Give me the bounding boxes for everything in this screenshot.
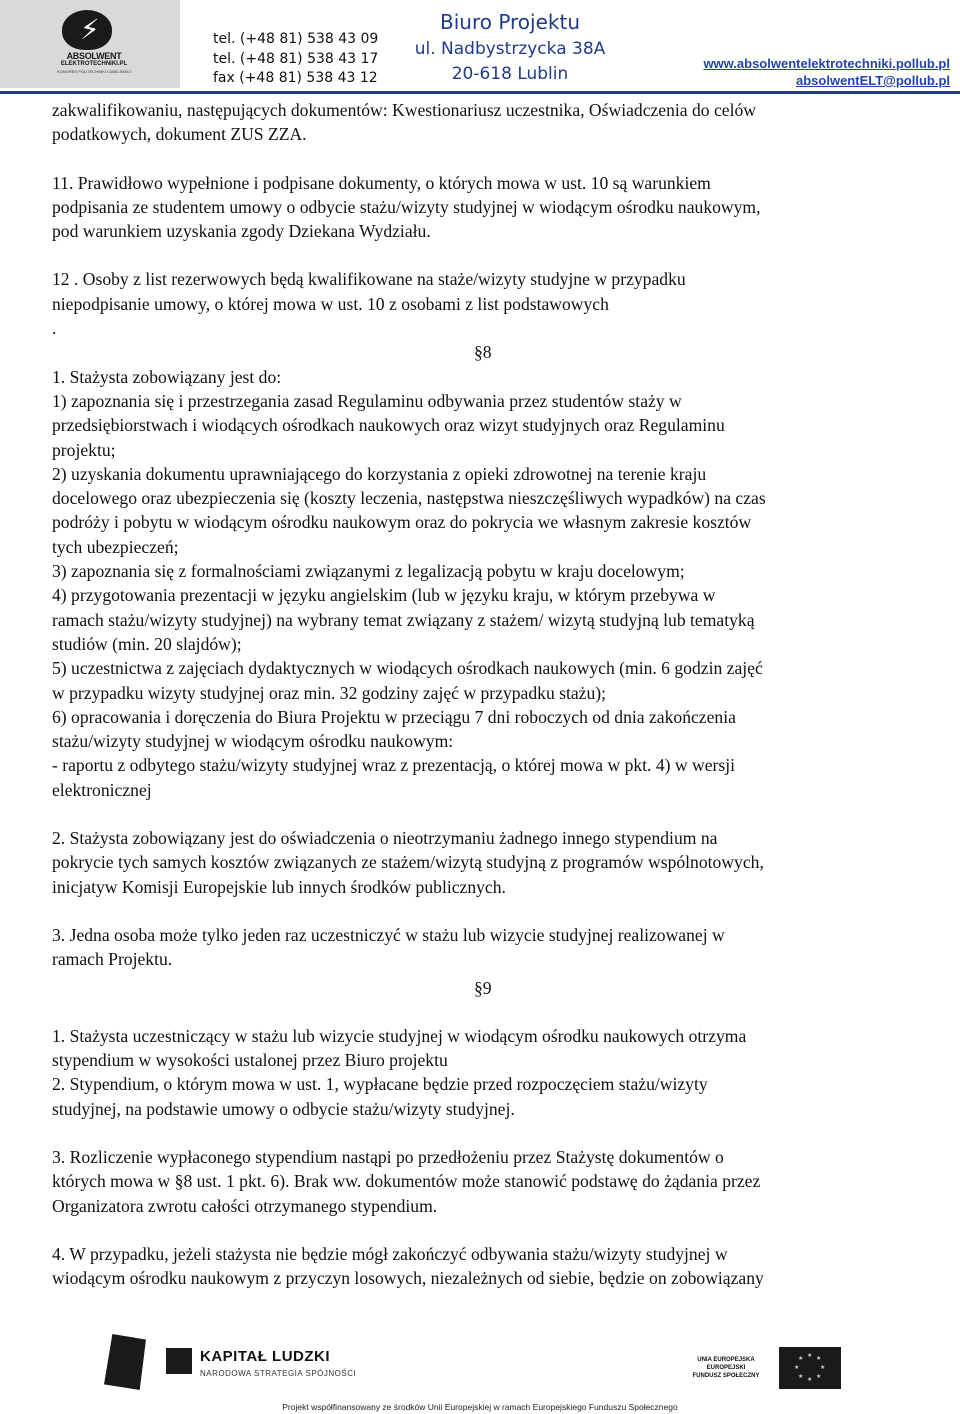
- text-line: 3. Rozliczenie wypłaconego stypendium nastąpi po przedłożeniu przez Stażystę dokumentów o: [52, 1146, 724, 1167]
- text-line: ramach stażu/wizyty studyjnej) na wybrany temat związany z stażem/ wizytą studyjną lub tematyką: [52, 609, 755, 630]
- email-link[interactable]: absolwentELT@pollub.pl: [796, 73, 950, 88]
- logo-name: ABSOLWENT: [66, 51, 122, 61]
- text-line: 6) opracowania i doręczenia do Biura Projektu w przeciągu 7 dni roboczych od dnia zakończenia: [52, 706, 736, 727]
- text-line: 1. Stażysta uczestniczący w stażu lub wizycie studyjnej w wiodącym ośrodku naukowych otrzyma: [52, 1025, 747, 1046]
- text-line: 1) zapoznania się i przestrzegania zasad Regulaminu odbywania przez studentów staży w: [52, 390, 682, 411]
- text-line: 5) uczestnictwa z zajęciach dydaktycznych w wiodących ośrodkach naukowych (min. 6 godzin zajęć: [52, 658, 763, 679]
- kapital-ludzki-title: KAPITAŁ LUDZKI: [200, 1348, 331, 1365]
- text-line: 3. Jedna osoba może tylko jeden raz uczestniczyć w stażu lub wizycie studyjnej realizowanej w: [52, 924, 725, 945]
- office-title: Biuro Projektu: [439, 10, 581, 34]
- text-line: studyjnej, na podstawie umowy o odbycie stażu/wizyty studyjnej.: [52, 1098, 515, 1119]
- text-line: pokrycie tych samych kosztów związanych ze stażem/wizytą studyjną z programów wspólnotowych,: [52, 852, 764, 873]
- text-line: tych ubezpieczeń;: [52, 536, 179, 557]
- ue-label-line3: FUNDUSZ SPOŁECZNY: [692, 1373, 760, 1379]
- contact-block: [213, 30, 378, 89]
- text-line: ramach Projektu.: [52, 949, 173, 970]
- logo-name-line2: ELEKTROTECHNIKI.PL: [60, 61, 128, 67]
- text-line: studiów (min. 20 slajdów);: [52, 633, 242, 654]
- text-line: stypendium w wysokości ustalonej przez Biuro projektu: [52, 1050, 448, 1071]
- logo-tagline: KONGRES POLITECHNIKI LUBELSKIEJ: [57, 69, 131, 74]
- section-heading-8: §8: [474, 342, 492, 363]
- page-footer: [0, 1320, 960, 1414]
- text-line: 12 . Osoby z list rezerwowych będą kwalifikowane na staże/wizyty studyjne w przypadku: [52, 269, 686, 290]
- office-street: ul. Nadbystrzycka 38A: [414, 39, 606, 59]
- ue-efs-label: [686, 1356, 766, 1380]
- text-line: wiodącym ośrodku naukowym z przyczyn losowych, niezależnych od siebie, będzie on zobowiązany: [52, 1268, 764, 1289]
- text-line: przedsiębiorstwach i wiodących ośrodkach naukowych oraz wizyt studyjnych oraz Regulaminu: [52, 415, 725, 436]
- text-line: 4) przygotowania prezentacji w języku angielskim (lub w języku kraju, w którym przebywa w: [52, 585, 716, 606]
- header-links: [703, 55, 950, 89]
- text-line: pod warunkiem uzyskania zgody Dziekana Wydziału.: [52, 221, 431, 242]
- text-line: stażu/wizyty studyjnej w wiodącym ośrodku naukowym:: [52, 731, 454, 752]
- text-line: podpisania ze studentem umowy o odbycie stażu/wizyty studyjnej w wiodącym ośrodku naukowym,: [52, 196, 761, 217]
- text-line: 2) uzyskania dokumentu uprawniającego do korzystania z opieki zdrowotnej na terenie kraju: [52, 463, 707, 484]
- lightning-bolt-icon: ⚡: [80, 13, 100, 46]
- text-line: projektu;: [52, 439, 116, 460]
- header-divider: [0, 91, 960, 94]
- eu-flag-icon: ★ ★ ★ ★ ★ ★ ★ ★: [779, 1347, 841, 1389]
- text-line: 2. Stażysta zobowiązany jest do oświadczenia o nieotrzymaniu żadnego innego stypendium na: [52, 828, 718, 849]
- phone-1: tel. (+48 81) 538 43 09: [213, 31, 379, 47]
- text-line: zakwalifikowaniu, następujących dokumentów: Kwestionariusz uczestnika, Oświadczenia do celów: [52, 100, 757, 120]
- text-line: inicjatyw Komisji Europejskie lub innych środków publicznych.: [52, 876, 506, 897]
- ue-label-line2: EUROPEJSKI: [706, 1365, 746, 1371]
- text-line: 3) zapoznania się z formalnościami związanymi z legalizacją pobytu w kraju docelowym;: [52, 561, 685, 582]
- text-line: których mowa w §8 ust. 1 pkt. 6). Brak ww. dokumentów może stanowić podstawę do żądania przez: [52, 1171, 761, 1192]
- text-line: 11. Prawidłowo wypełnione i podpisane dokumenty, o których mowa w ust. 10 są warunkiem: [52, 172, 711, 193]
- text-line: w przypadku wizyty studyjnej oraz min. 32 godziny zajęć w przypadku stażu);: [52, 682, 607, 703]
- section-heading-9: §9: [474, 977, 492, 998]
- text-line: .: [52, 318, 57, 339]
- text-line: 2. Stypendium, o którym mowa w ust. 1, wypłacane będzie przed rozpoczęciem stażu/wizyty: [52, 1074, 708, 1095]
- text-line: docelowego oraz ubezpieczenia się (koszty leczenia, następstwa nieszczęśliwych wypadków) na czas: [52, 488, 766, 509]
- text-line: elektronicznej: [52, 779, 152, 800]
- text-line: - raportu z odbytego stażu/wizyty studyjnej wraz z prezentacją, o której mowa w pkt. 4) w wersji: [52, 755, 736, 776]
- website-link[interactable]: www.absolwentelektrotechniki.pollub.pl: [703, 56, 950, 71]
- text-line: podróży i pobytu w wiodącym ośrodku naukowym oraz do pokrycia we własnym zakresie kosztów: [52, 512, 752, 533]
- fax: fax (+48 81) 538 43 12: [213, 70, 378, 86]
- text-line: 1. Stażysta zobowiązany jest do:: [52, 366, 282, 387]
- document-body: [52, 98, 922, 1290]
- absolwent-logo: [0, 0, 180, 88]
- text-line: Organizatora zwrotu całości otrzymanego stypendium.: [52, 1195, 438, 1216]
- kapital-ludzki-badge-icon: [166, 1348, 192, 1374]
- office-address: [380, 8, 640, 86]
- kapital-ludzki-subtitle: NARODOWA STRATEGIA SPÓJNOŚCI: [200, 1369, 357, 1378]
- page-header: [0, 0, 960, 100]
- eu-stars-logo-icon: [104, 1334, 146, 1390]
- text-line: 4. W przypadku, jeżeli stażysta nie będzie mógł zakończyć odbywania stażu/wizyty studyjnej w: [52, 1243, 728, 1264]
- phone-2: tel. (+48 81) 538 43 17: [213, 50, 379, 67]
- funding-note: Projekt współfinansowany ze środków Unii Europejskiej w ramach Europejskiego Funduszu Społecznego: [282, 1402, 678, 1412]
- text-line: podatkowych, dokument ZUS ZZA.: [52, 124, 307, 145]
- ue-label-line1: UNIA EUROPEJSKA: [697, 1357, 755, 1363]
- office-city: 20-618 Lublin: [451, 64, 569, 84]
- text-line: niepodpisanie umowy, o której mowa w ust. 10 z osobami z list podstawowych: [52, 293, 609, 314]
